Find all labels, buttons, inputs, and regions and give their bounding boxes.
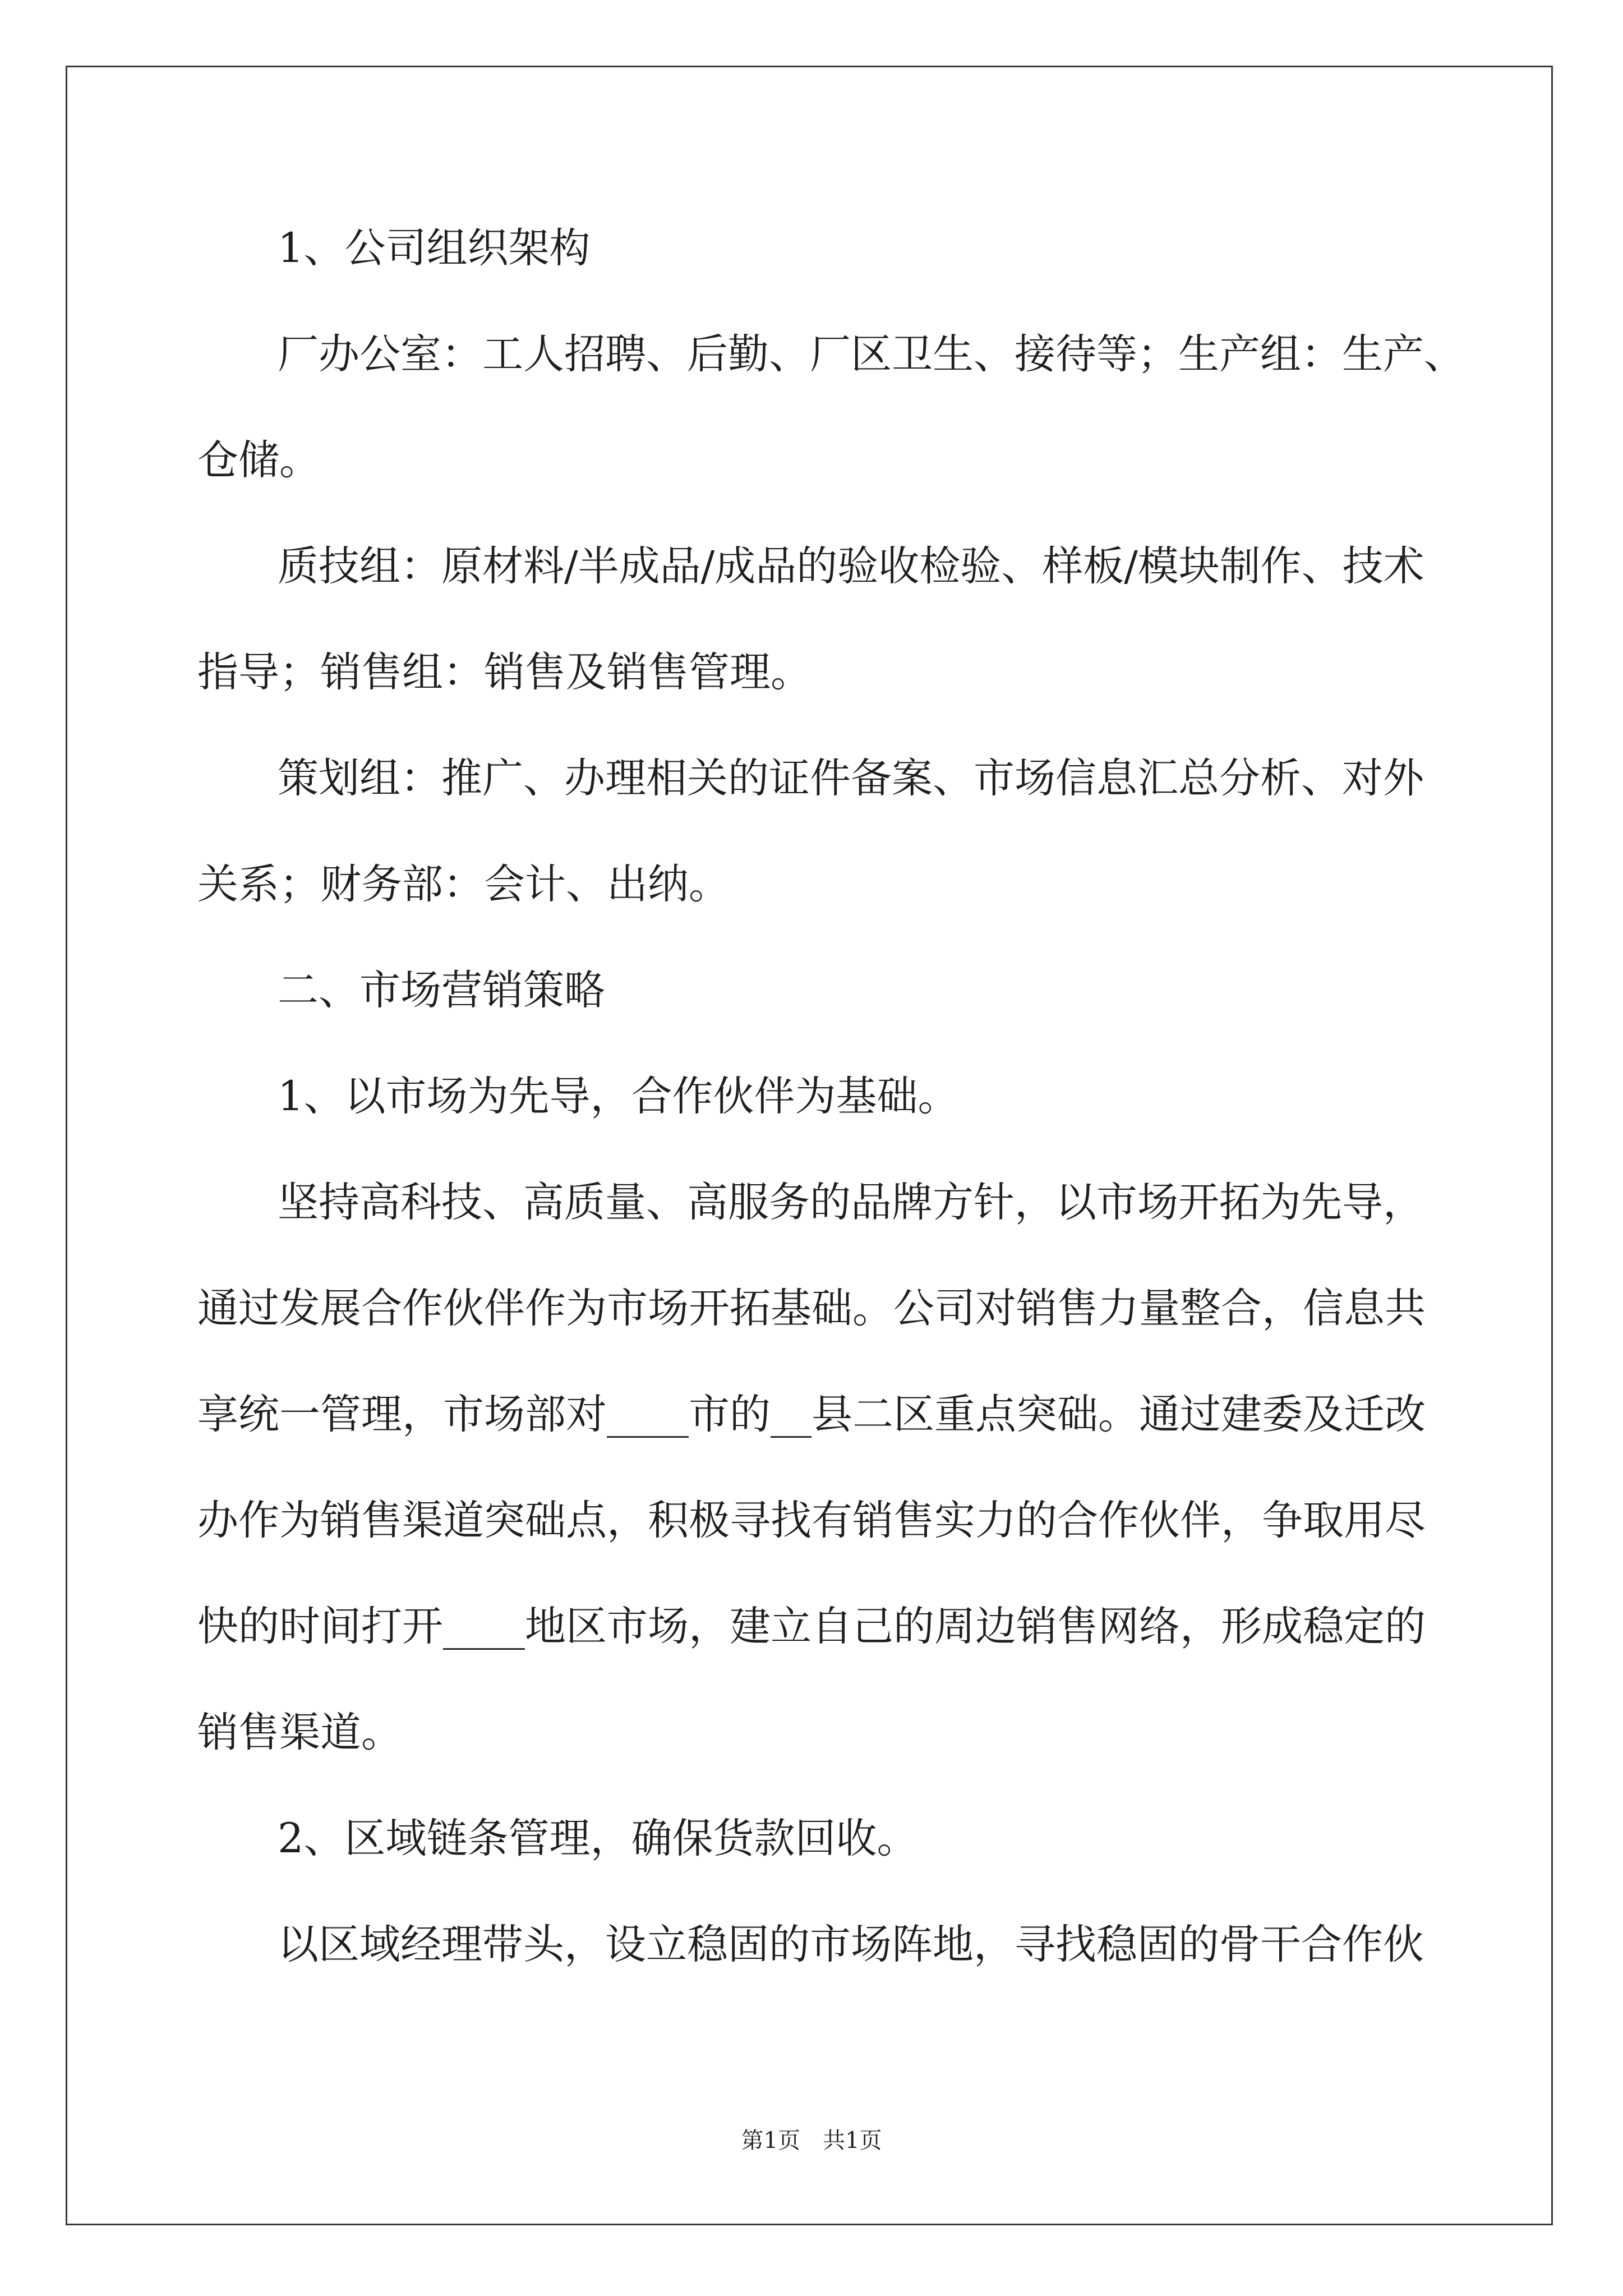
document-body — [197, 195, 1504, 1998]
text-line: 销售渠道。 — [197, 1709, 402, 1756]
text-line: 指导；销售组：销售及销售管理。 — [197, 648, 811, 696]
text-line: 1、公司组织架构 — [278, 224, 591, 272]
text-line: 坚持高科技、高质量、高服务的品牌方针，以市场开拓为先导， — [278, 1179, 1424, 1226]
page-number-footer: 第1页 共1页 — [741, 2128, 882, 2154]
text-line: 质技组：原材料/半成品/成品的验收检验、样板/模块制作、技术 — [278, 542, 1424, 590]
paragraph — [197, 1149, 1504, 1786]
heading-org-structure — [197, 195, 1504, 301]
subheading — [197, 1786, 1504, 1892]
text-line: 二、市场营销策略 — [278, 967, 605, 1014]
paragraph — [197, 725, 1504, 937]
text-line: 1、以市场为先导，合作伙伴为基础。 — [278, 1073, 959, 1120]
paragraph — [197, 1892, 1504, 1998]
text-line: 仓储。 — [197, 436, 320, 484]
paragraph — [197, 513, 1504, 725]
text-line: 策划组：推广、办理相关的证件备案、市场信息汇总分析、对外 — [278, 754, 1424, 802]
text-line: 以区域经理带头，设立稳固的市场阵地，寻找稳固的骨干合作伙 — [278, 1921, 1424, 1968]
text-line: 办作为销售渠道突础点，积极寻找有销售实力的合作伙伴，争取用尽 — [197, 1497, 1426, 1544]
text-line: 厂办公室：工人招聘、后勤、厂区卫生、接待等；生产组：生产、 — [278, 330, 1465, 378]
text-line: 通过发展合作伙伴作为市场开拓基础。公司对销售力量整合，信息共 — [197, 1285, 1426, 1332]
text-line: 2、区域链条管理，确保货款回收。 — [278, 1815, 918, 1862]
text-line: 快的时间打开____地区市场，建立自己的周边销售网络，形成稳定的 — [197, 1603, 1426, 1650]
text-line: 关系；财务部：会计、出纳。 — [197, 861, 730, 908]
text-line: 享统一管理，市场部对____市的__县二区重点突础。通过建委及迁改 — [197, 1391, 1426, 1438]
subheading — [197, 1043, 1504, 1149]
paragraph — [197, 301, 1504, 513]
heading-marketing-strategy — [197, 937, 1504, 1043]
